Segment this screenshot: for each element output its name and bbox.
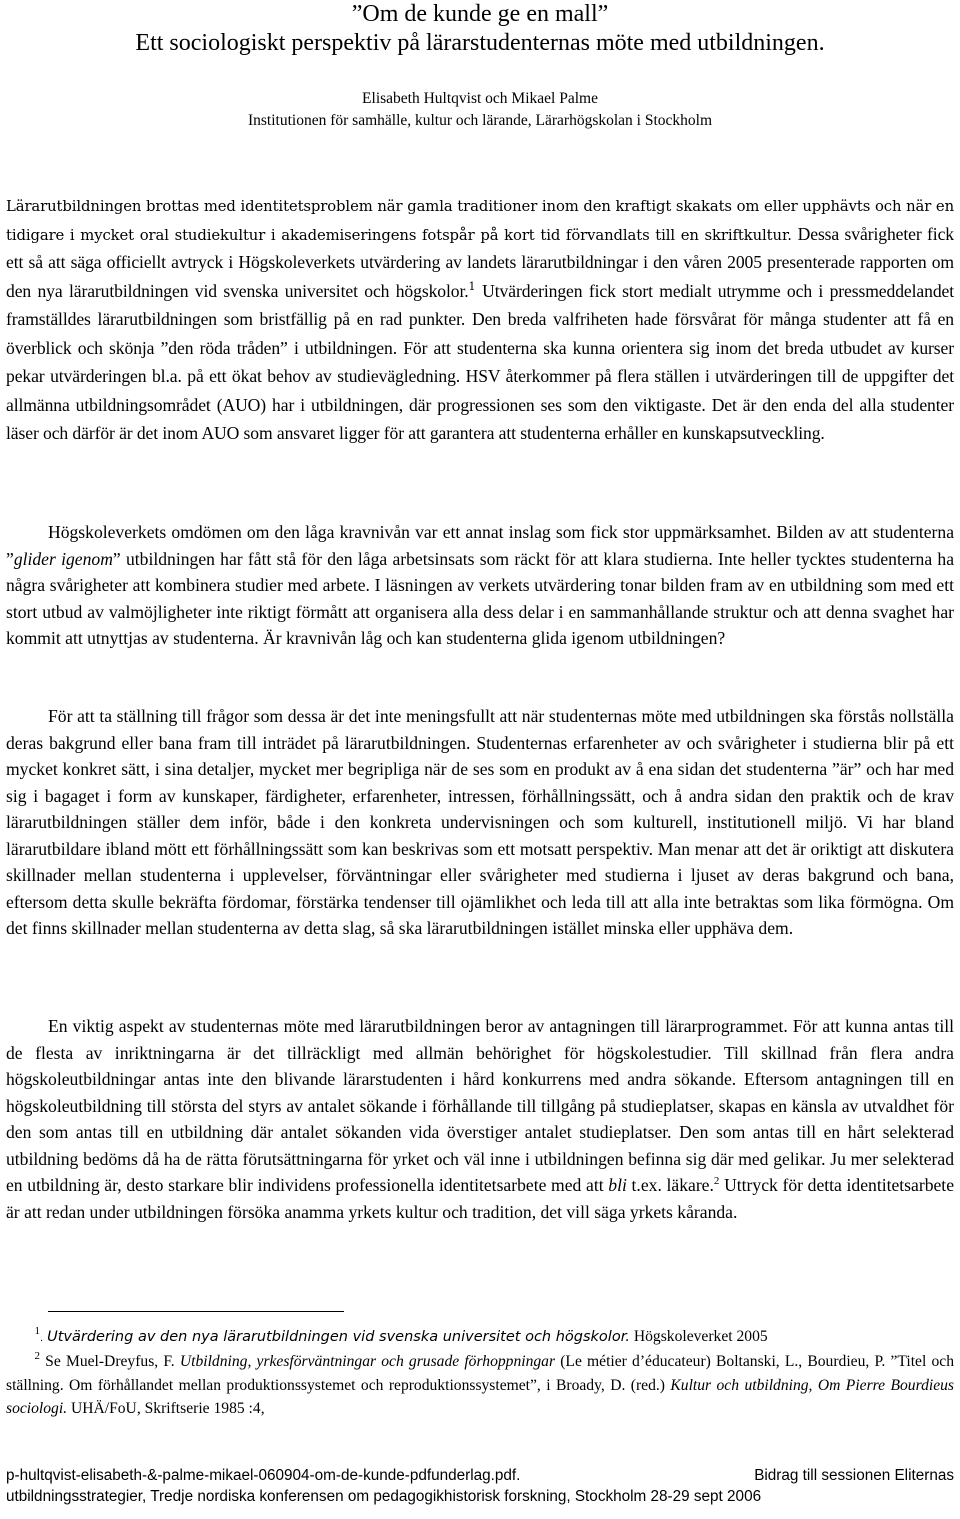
paragraph-3 (6, 703, 954, 942)
document-title (0, 0, 960, 58)
footnote-2 (6, 1350, 954, 1421)
paragraph-4-part-c: Uttryck för detta identitetsarbete är att redan under utbildningen försöka anamma yrkets kultur och tradition, det vill säga yrkets kåranda. (6, 1175, 954, 1222)
authors: Elisabeth Hultqvist och Mikael Palme (362, 90, 598, 107)
footnote-1: $^1$. Utvärdering av den nya lärarutbildningen vid svenska universitet och högskolor. Högskoleverket 2005 (34, 1325, 768, 1345)
footer-session: Bidrag till sessionen Eliternas (754, 1467, 954, 1484)
paragraph-2-part-b: ” utbildningen har fått stå för den låga arbetsinsats som räckt för att klara studierna. Inte heller tycktes studenterna ha några svårigheter att kombinera studier med arbete. I läsningen av verkets utvärdering tonar bilden fram av en utbildning som med ett stort utbud av valmöjligheter inte riktigt förmått att organisera alla dess delar i en sammanhållande struktur och att denna svaghet har kommit att utnyttjas av studenterna. Är kravnivån låg och kan studenterna glida igenom utbildningen? (6, 548, 955, 648)
title-line-2: Ett sociologiskt perspektiv på lärarstudenternas möte med utbildningen. (135, 30, 825, 56)
paragraph-1-part-a: Lärarutbildningen brottas med identitetsproblem när gamla traditioner inom den kraftigt skakats om eller upphävts och när en tidigare i mycket oral studiekultur i akademiseringens fotspår på kort tid förvandlats till en skriftkultur. (6, 198, 954, 244)
footnote-2-title-1: Utbildning, yrkesförväntningar och grusade förhoppningar (179, 1353, 556, 1370)
footnote-2-part-c: UHÄ/FoU, Skriftserie 1985 :4, (67, 1400, 265, 1417)
footnote-separator (48, 1311, 344, 1312)
footnote-2-part-a: Se Muel-Dreyfus, F. (40, 1353, 180, 1370)
paragraph-3-text: För att ta ställning till frågor som dessa är det inte meningsfullt att när studenternas möte med utbildningen ska förstås nollställa deras bakgrund eller bana fram till inträdet på lärarutbildningen. Studenternas erfarenheter av och svårigheter i studierna blir på ett mycket konkret sätt, i sina detaljer, mycket mer begripliga när de ses som en produkt av å ena sidan det studenterna ”är” och har med sig i bagaget i form av kunskaper, färdigheter, erfarenheter, intressen, förhållningssätt, och å andra sidan den praktik och de krav lärarutbildningen ställer dem inför, både i den konkreta undervisningen och som kulturell, institutionell miljö. Vi har bland lärarutbildare ibland mött ett förhållningssätt som kan beskrivas som ett motsatt perspektiv. Man menar att det är oriktigt att diskutera skillnader mellan studenterna i upplevelser, förväntningar eller svårigheter med studierna i ljuset av deras bakgrund och bana, eftersom detta skulle bekräfta fördomar, förstärka tendenser till ojämlikhet och leda till att alla inte betraktas som lika förmögna. Om det finns skillnader mellan studenterna av detta slag, så ska lärarutbildningen istället minska eller upphäva dem. (6, 706, 954, 938)
paragraph-4-text (6, 1013, 954, 1225)
footnote-1-number: 1 (34, 1325, 40, 1337)
paragraph-2-emphasis: glider igenom (13, 548, 113, 569)
paragraph-2 (6, 519, 954, 652)
paragraph-4 (6, 1013, 954, 1225)
footnote-2-number: 2 (34, 1350, 40, 1362)
paragraph-1-part-c: Utvärderingen fick stort medialt utrymme och i pressmeddelandet framställdes lärarutbildningen som bristfällig på en rad punkter. Den breda valfriheten hade försvårat för många studenter att få en överblick och skönja ”den röda tråden” i utbildningen. För att studenterna ska kunna orientera sig inom det breda utbudet av kurser pekar utvärderingen bl.a. på ett ökat behov av studievägledning. HSV återkommer på flera ställen i utvärderingen till de uppgifter det allmänna utbildningsområdet (AUO) har i utbildningen, där progressionen ses som den viktigaste. Det är den enda del alla studenter läser och därför är det inom AUO som ansvaret ligger för att garantera att studenterna erhåller en kunskapsutveckling. (6, 280, 955, 443)
footer-conference: utbildningsstrategier, Tredje nordiska konferensen om pedagogikhistorisk forskning, Stockholm 28-29 sept 2006 (6, 1488, 762, 1505)
paragraph-1-part-b: Dessa svårigheter fick ett så att säga officiellt avtryck i Högskoleverkets utvärdering av landets lärarutbildningar i den våren 2005 presenterade rapporten om den nya lärarutbildningen vid svenska universitet och högskolor. (6, 223, 954, 301)
paragraph-4-part-b: t.ex. läkare. (626, 1175, 714, 1195)
footnote-1-source: Högskoleverket 2005 (629, 1328, 768, 1345)
page-footer (6, 1465, 954, 1507)
paragraph-1 (6, 194, 954, 449)
footer-filename: p-hultqvist-elisabeth-&-palme-mikael-060904-om-de-kunde-pdfunderlag.pdf. (6, 1467, 521, 1484)
author-block (0, 88, 960, 132)
paragraph-2-part-a: Högskoleverkets omdömen om den låga kravnivån var ett annat inslag som fick stor uppmärksamhet. Bilden av att studenterna ” (6, 522, 954, 569)
footnote-ref-1[interactable]: 1 (468, 279, 476, 293)
paragraph-4-part-a: En viktig aspekt av studenternas möte med lärarutbildningen beror av antagningen till lärarprogrammet. För att kunna antas till de flesta av inriktningarna är det tillräckligt med allmän behörighet för högskolestudier. Till skillnad från flera andra högskoleutbildningar antas inte den blivande lärarstudenten i hård konkurrens med andra sökande. Eftersom antagningen till en högskoleutbildning till största del styrs av antalet sökande i förhållande till tillgång på studieplatser, skapas en känsla av utvaldhet för den som antas till en utbildning där antalet sökanden vida överstiger antalet studieplatser. Den som antas till en hårt selekterad utbildning bedöms då ha de rätta förutsättningarna för yrket och väl inne i utbildningen befinna sig där med gelikar. Ju mer selekterad en utbildning är, desto starkare blir individens professionella identitetsarbete med att (6, 1016, 954, 1195)
paragraph-2-text (6, 519, 954, 652)
paragraph-4-emphasis: bli (608, 1175, 627, 1195)
affiliation: Institutionen för samhälle, kultur och lärande, Lärarhögskolan i Stockholm (247, 112, 713, 129)
footnote-2-title-2: Kultur och utbildning, Om Pierre Bourdieus sociologi. (6, 1376, 954, 1417)
title-line-1: ”Om de kunde ge en mall” (351, 1, 609, 27)
footnote-2-part-b: (Le métier d’éducateur) Boltanski, L., Bourdieu, P. ”Titel och ställning. Om förhållandet mellan produktionssystemet och reproduktionssystemet”, i Broady, D. (red.) (6, 1353, 954, 1394)
footnote-1-title: Utvärdering av den nya lärarutbildningen vid svenska universitet och högskolor. (47, 1329, 630, 1345)
footnote-ref-2[interactable]: 2 (713, 1175, 720, 1187)
